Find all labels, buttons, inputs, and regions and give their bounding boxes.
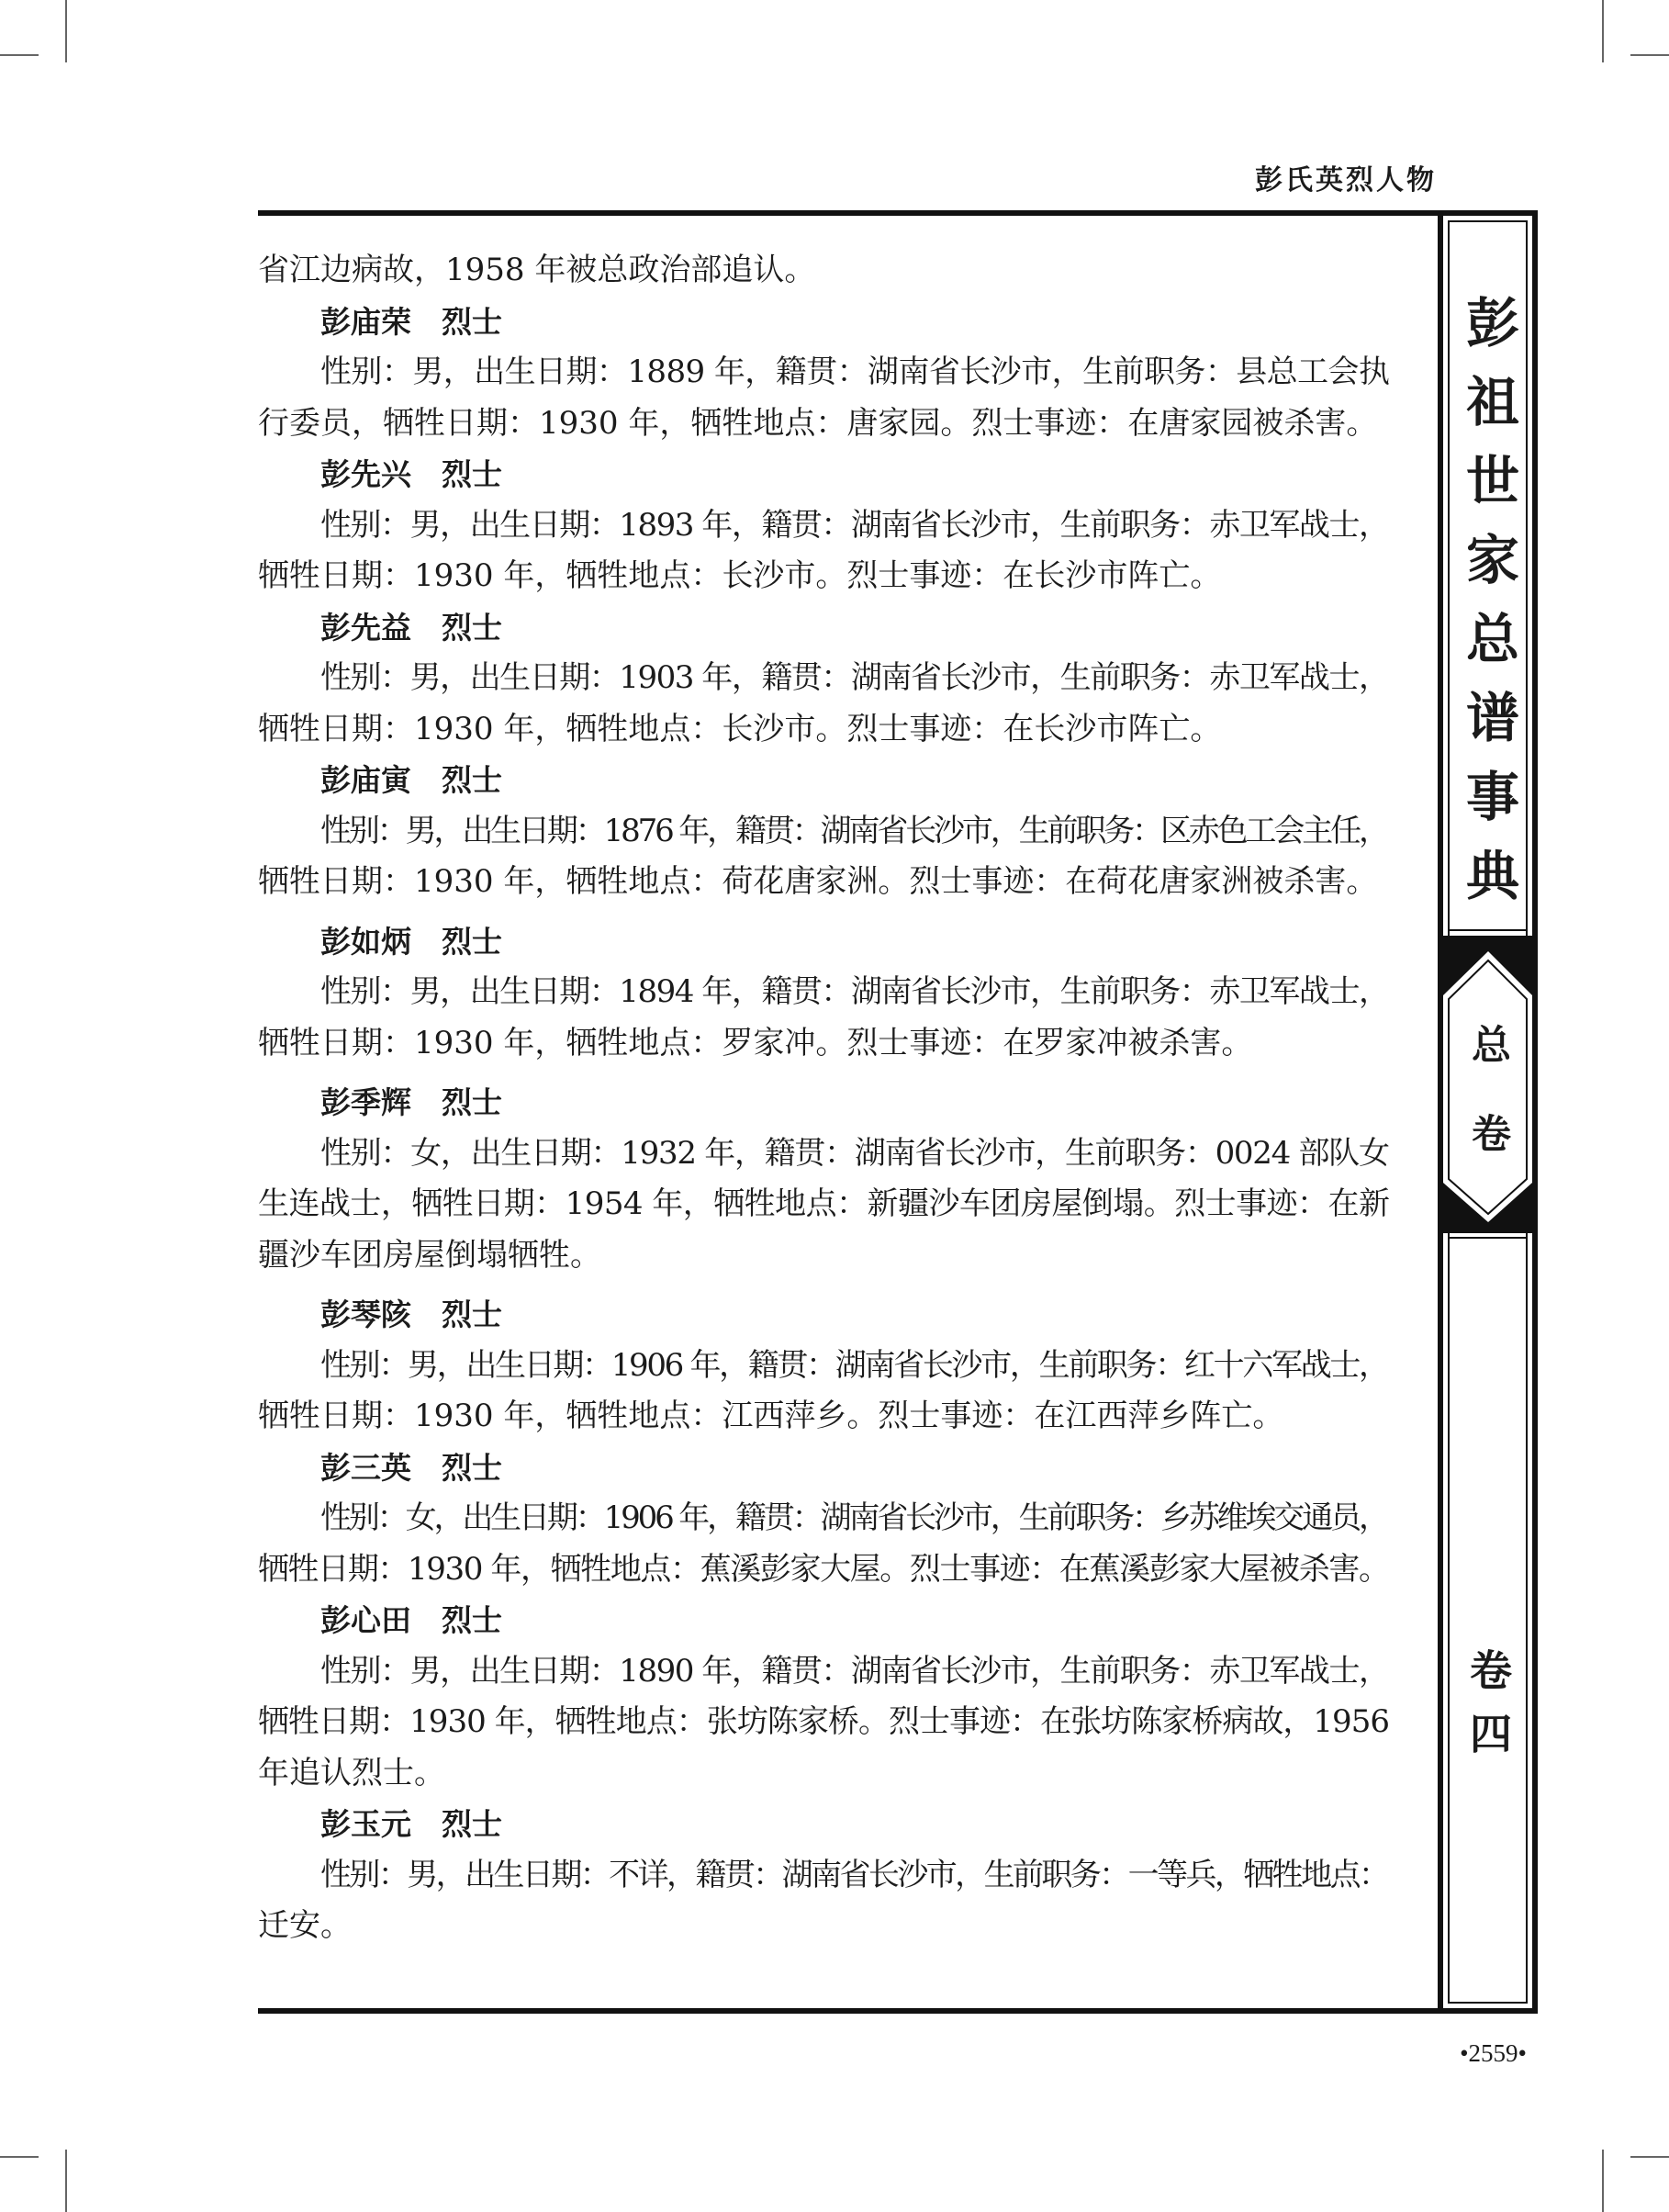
martyr-title: 烈士 [442, 456, 502, 492]
entry-detail-text: 性别：男，出生日期：1903 年，籍贯：湖南省长沙市，生前职务：赤卫军战士， [320, 659, 1389, 696]
martyr-entry [258, 449, 1390, 602]
martyr-entry [258, 1799, 1390, 1952]
sidebar-volume-number: 卷四 [1463, 1648, 1513, 1775]
martyr-title: 烈士 [442, 1449, 502, 1486]
continuation-text: 省江边病故，1958 年被总政治部追认。 [258, 252, 816, 288]
entry-detail-text: 性别：男，出生日期：1893 年，籍贯：湖南省长沙市，生前职务：赤卫军战士， [320, 506, 1389, 544]
entry-detail-line [258, 1230, 1390, 1282]
entry-detail-line [258, 1391, 1390, 1443]
entry-detail-line [258, 1697, 1390, 1748]
body-text [258, 245, 1390, 1952]
entry-detail-text: 牺牲日期：1930 年，牺牲地点：长沙市。烈士事迹：在长沙市阵亡。 [258, 557, 1222, 594]
sidebar-book-title: 彭祖世家总谱事典 [1457, 295, 1519, 926]
martyr-title: 烈士 [442, 303, 502, 340]
entry-detail-text: 行委员，牺牲日期：1930 年，牺牲地点：唐家园。烈士事迹：在唐家园被杀害。 [258, 404, 1378, 442]
entry-heading [258, 1289, 1390, 1341]
entry-heading [258, 297, 1390, 348]
entry-detail-line [258, 1018, 1390, 1070]
entry-detail-line [258, 1544, 1390, 1596]
martyr-title: 烈士 [442, 923, 502, 960]
martyr-name: 彭琴陔 [320, 1297, 411, 1332]
entry-detail-text: 疆沙车团房屋倒塌牺牲。 [258, 1236, 601, 1274]
entry-detail-text: 牺牲日期：1930 年，牺牲地点：江西萍乡。烈士事迹：在江西萍乡阵亡。 [258, 1398, 1284, 1434]
martyr-name: 彭玉元 [320, 1806, 411, 1842]
entry-detail-line [258, 500, 1390, 552]
entry-detail-line [258, 551, 1390, 602]
entry-detail-text: 年追认烈士。 [258, 1754, 445, 1791]
martyr-title: 烈士 [442, 1602, 502, 1638]
entry-detail-text: 性别：男，出生日期：1889 年，籍贯：湖南省长沙市，生前职务：县总工会执 [320, 354, 1390, 390]
entry-detail-line [258, 1179, 1390, 1230]
entry-detail-line [258, 1341, 1390, 1392]
continuation-line [258, 245, 1390, 297]
entry-detail-text: 迁安。 [258, 1907, 352, 1944]
martyr-title: 烈士 [442, 1084, 502, 1120]
top-rule [258, 210, 1538, 216]
entry-detail-text: 牺牲日期：1930 年，牺牲地点：长沙市。烈士事迹：在长沙市阵亡。 [258, 710, 1222, 747]
entry-detail-text: 性别：男，出生日期：不详，籍贯：湖南省长沙市，生前职务：一等兵，牺牲地点： [320, 1856, 1388, 1893]
entry-detail-text: 性别：女，出生日期：1932 年，籍贯：湖南省长沙市，生前职务：0024 部队女 [320, 1134, 1389, 1172]
martyr-name: 彭先兴 [320, 456, 411, 492]
martyr-title: 烈士 [442, 1297, 502, 1332]
bottom-rule [258, 2008, 1538, 2014]
entry-detail-text: 牺牲日期：1930 年，牺牲地点：张坊陈家桥。烈士事迹：在张坊陈家桥病故，1956 [258, 1703, 1390, 1740]
martyr-name: 彭如炳 [320, 923, 411, 960]
entry-detail-text: 牺牲日期：1930 年，牺牲地点：蕉溪彭家大屋。烈士事迹：在蕉溪彭家大屋被杀害。 [258, 1550, 1389, 1588]
entry-heading [258, 755, 1390, 806]
entry-detail-line [258, 1901, 1390, 1952]
entry-detail-text: 牺牲日期：1930 年，牺牲地点：荷花唐家洲。烈士事迹：在荷花唐家洲被杀害。 [258, 863, 1378, 900]
entry-detail-line [258, 1646, 1390, 1698]
martyr-entry [258, 916, 1390, 1070]
martyr-entry [258, 602, 1390, 756]
martyr-entry [258, 1077, 1390, 1281]
entry-detail-text: 生连战士，牺牲日期：1954 年，牺牲地点：新疆沙车团房屋倒塌。烈士事迹：在新 [258, 1185, 1390, 1222]
martyr-entry [258, 1595, 1390, 1799]
entry-detail-text: 性别：男，出生日期：1890 年，籍贯：湖南省长沙市，生前职务：赤卫军战士， [320, 1652, 1389, 1690]
entry-detail-text: 性别：男，出生日期：1894 年，籍贯：湖南省长沙市，生前职务：赤卫军战士， [320, 973, 1389, 1010]
martyr-title: 烈士 [442, 1806, 502, 1842]
martyr-name: 彭三英 [320, 1449, 411, 1486]
running-header-title: 彭氏英烈人物 [1255, 164, 1437, 196]
entry-heading [258, 1595, 1390, 1646]
entry-heading [258, 449, 1390, 500]
martyr-name: 彭季辉 [320, 1084, 411, 1120]
martyr-name: 彭庙寅 [320, 762, 411, 798]
page-number: •2559• [1460, 2039, 1527, 2067]
martyr-name: 彭庙荣 [320, 303, 411, 340]
entry-detail-line [258, 399, 1390, 450]
entry-heading [258, 602, 1390, 654]
entry-heading [258, 1799, 1390, 1850]
entry-detail-text: 性别：男，出生日期：1906 年，籍贯：湖南省长沙市，生前职务：红十六军战士， [320, 1346, 1388, 1384]
entry-detail-line [258, 1128, 1390, 1180]
entry-detail-line [258, 653, 1390, 704]
sidebar-volume-group: 总卷 [1465, 1024, 1511, 1202]
entry-detail-line [258, 704, 1390, 756]
martyr-name: 彭心田 [320, 1602, 411, 1638]
martyr-title: 烈士 [442, 609, 502, 646]
martyr-entry [258, 755, 1390, 908]
martyr-entry [258, 297, 1390, 450]
entry-detail-line [258, 967, 1390, 1018]
martyr-name: 彭先益 [320, 609, 411, 646]
entry-detail-line [258, 857, 1390, 908]
entry-heading [258, 916, 1390, 968]
entry-detail-line [258, 1850, 1390, 1902]
entry-detail-text: 牺牲日期：1930 年，牺牲地点：罗家冲。烈士事迹：在罗家冲被杀害。 [258, 1024, 1253, 1061]
entry-heading [258, 1443, 1390, 1494]
entry-detail-text: 性别：男，出生日期：1876 年，籍贯：湖南省长沙市，生前职务：区赤色工会主任， [320, 812, 1387, 849]
entry-heading [258, 1077, 1390, 1128]
martyr-entry [258, 1289, 1390, 1443]
entry-detail-line [258, 1748, 1390, 1800]
martyr-entry [258, 1443, 1390, 1596]
martyr-title: 烈士 [442, 762, 502, 798]
entry-detail-line [258, 347, 1390, 399]
entry-detail-line [258, 1493, 1390, 1544]
entry-detail-text: 性别：女，出生日期：1906 年，籍贯：湖南省长沙市，生前职务：乡苏维埃交通员， [320, 1499, 1387, 1536]
entry-detail-line [258, 806, 1390, 858]
